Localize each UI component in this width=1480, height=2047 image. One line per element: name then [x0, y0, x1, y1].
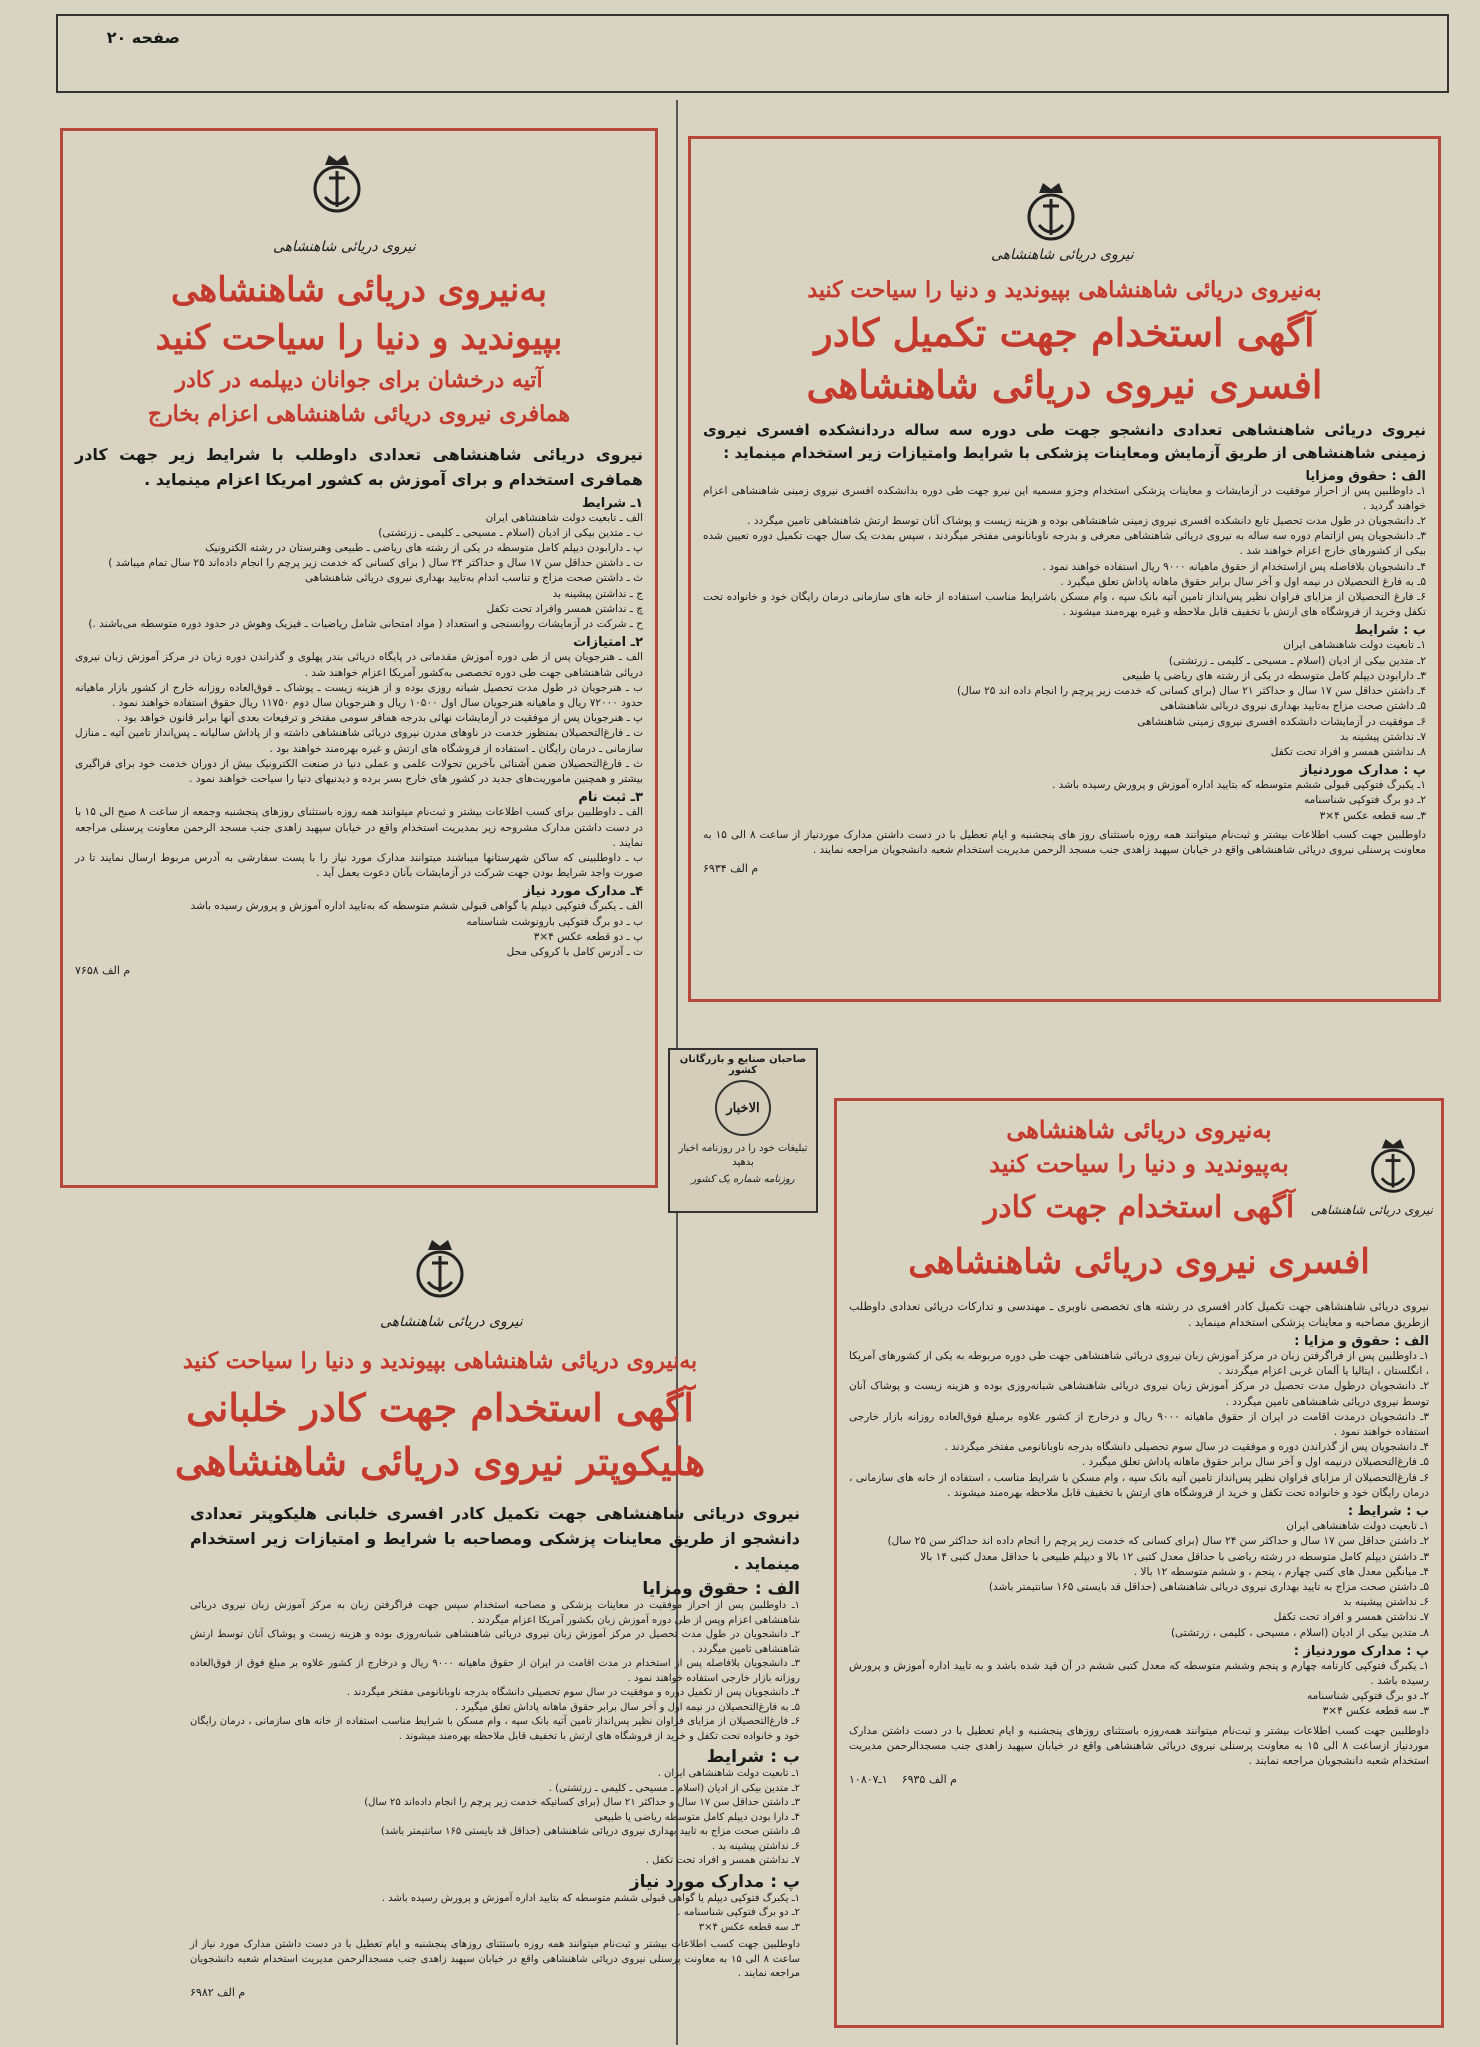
- lead-paragraph: نیروی دریائی شاهنشاهی جهت تکمیل کادر افسری در رشته های تخصصی ناوبری ـ مهندسی و تدارکات دریائی تعدادی داوطلب ازطریق مصاحبه و معاینات پزشکی استخدام مینماید .: [849, 1300, 1429, 1329]
- list-item: ۱ـ تابعیت دولت شاهنشاهی ایران .: [657, 1768, 800, 1780]
- list-item: ج ـ نداشتن پیشینه بد: [552, 587, 643, 600]
- list-item: ۱ـ یکبرگ فتوکپی کارنامه چهارم و پنجم وششم متوسطه که معدل کتبی ششم در آن قید شده باشد و به تایید اداره آموزش و پرورش رسیده باشد .: [849, 1659, 1429, 1688]
- list-item: ۲ـ متدین بیکی از ادیان (اسلام ـ مسیحی ـ کلیمی ـ زرتشتی) .: [548, 1782, 800, 1794]
- list-item: الف ـ تابعیت دولت شاهنشاهی ایران: [485, 511, 643, 524]
- list-item: ۳ـ سه قطعه عکس ۴×۳: [1319, 809, 1426, 822]
- headline-2: آگهی استخدام جهت کادر خلبانی: [186, 1385, 694, 1430]
- list-item: ث ـ فارغ‌التحصیلان ضمن آشنائی بآخرین تحولات علمی و عملی دنیا در صنعت الکترونیک بیش از دوران خدمت خود برای فراگیری بیشتر و همچنین ماموریت‌های جدید در کشور های خارج بسر برده و دیدنیهای دنیا را سیاحت خواهند نمود .: [75, 757, 643, 786]
- list-item: ۶ـ نداشتن پیشینه بد .: [711, 1840, 800, 1852]
- list-item: ۳ـ دانشجویان پس ازاتمام دوره سه ساله به نیروی دریائی شاهنشاهی معرفی و بدرجه ناوبانانومی مفتخر میگردند ، سپس بمدت یک سال جهت تکمیل دوره تعیین شده بیکی از کشورهای خارج اعزام خواهند شد .: [703, 530, 1426, 558]
- list-item: ۳ـ داشتن حداقل سن ۱۷ سال و حداکثر ۲۱ سال (برای کسانیکه خدمت زیر پرچم را انجام داده‌اند ۲۵ سال): [364, 1797, 800, 1809]
- list-item: ۳ـ سه قطعه عکس ۴×۳: [698, 1921, 800, 1933]
- navy-emblem-icon: [1365, 1135, 1421, 1201]
- ad-helicopter-pilot: [60, 1228, 820, 2028]
- list-item: ۷ـ نداشتن پیشینه بد: [1340, 730, 1426, 743]
- list-item: ۲ـ دانشجویان در طول مدت تحصیل در مرکز آموزش زبان نیروی دریائی شاهنشاهی شبانه‌روزی بوده و هزینه زیست و پوشاک آنان توسط ارتش شاهنشاهی تامین میگردد .: [190, 1629, 800, 1655]
- list-item: ۶ـ موفقیت در آزمایشات دانشکده افسری نیروی زمینی شاهنشاهی: [1137, 715, 1426, 728]
- list-item: ۲ـ دانشجویان درطول مدت تحصیل در مرکز آموزش زبان نیروی دریائی شاهنشاهی شبانه‌روزی بوده و هزینه زیست و پوشاک آنان توسط نیروی دریائی شاهنشاهی تامین میگردد .: [849, 1380, 1429, 1408]
- list-item: ت ـ فارغ‌التحصیلان بمنظور خدمت در ناوهای مدرن نیروی دریائی شاهنشاهی داشته و از پاداش سالیانه ـ پس‌انداز تامین آتیه ـ منازل سازمانی ـ درمان رایگان ـ استفاده از فروشگاه های ارتش و غیره بهره‌مند خواهند بود .: [75, 727, 643, 755]
- ad-code: م الف ۶۹۳۴: [703, 862, 759, 876]
- list-item: ۶ـ فارغ‌التحصیلان از مزایای فراوان نظیر پس‌انداز تامین آتیه بانک سپه ، وام مسکن با شرایط مناسب استفاده از خانه های سازمانی ، درمان رایگان خود و خانواده تحت تکفل و خرید از فروشگاه های ارتش با تخفیف قابل ملاحظه بهره‌مند میشوند .: [190, 1716, 800, 1742]
- headline-3: افسری نیروی دریائی شاهنشاهی: [806, 362, 1323, 407]
- list-item: ۲ـ دو برگ فتوکپی شناسنامه: [1303, 794, 1426, 807]
- list-item: ۷ـ نداشتن همسر و افراد تحت تکفل .: [645, 1855, 800, 1867]
- ad-code: م الف ۶۹۸۲: [190, 1985, 246, 1999]
- headline-3: آتیه درخشان برای جوانان دیپلمه در کادر: [175, 367, 543, 393]
- footer-paragraph: داوطلبین جهت کسب اطلاعات بیشتر و ثبت‌نام میتوانند همه‌روزه باستثنای روزهای پنجشنبه و ایام تعطیل با در دست داشتن مدارک موردنیاز ازساعت ۸ الی ۱۵ به معاونت پرسنلی نیروی دریائی شاهنشاهی واقع در خیابان سپهبد زاهدی جنب مسجدالرحمن مدیریت استخدام شعبه دانشجویان مراجعه نمایند .: [849, 1724, 1429, 1768]
- list-item: ۳ـ سه قطعه عکس ۴×۳: [1322, 1705, 1429, 1718]
- list-item: ۱ـ یکبرگ فتوکپی قبولی ششم متوسطه که بتایید اداره آموزش و پرورش رسیده باشد .: [1051, 779, 1426, 792]
- list-item: ۱ـ تابعیت دولت شاهنشاهی ایران: [1286, 1520, 1429, 1533]
- section-documents-title: پ : مدارک مورد نیاز: [629, 1871, 800, 1892]
- list-item: ۶ـ فارغ‌التحصیلان از مزایای فراوان نظیر پس‌انداز تامین آتیه بانک سپه ، وام مسکن با شرایط مناسب ، استفاده از خانه های سازمانی ، درمان رایگان خود و خانواده تحت تکفل و خرید از فروشگاه های ارتش با تخفیف قابل ملاحظه بهره‌مند میشوند .: [849, 1471, 1429, 1499]
- navy-label: نیروی دریائی شاهنشاهی: [380, 1314, 523, 1330]
- list-item: ۴ـ داشتن حداقل سن ۱۷ سال و حداکثر ۲۱ سال (برای کسانی که خدمت زیر پرچم را انجام داده اند ۲۵ سال): [957, 685, 1426, 698]
- list-item: ث ـ داشتن صحت مزاج و تناسب اندام به‌تایید بهداری نیروی دریائی شاهنشاهی: [305, 572, 643, 585]
- list-item: پ ـ دارابودن دیپلم کامل متوسطه در یکی از رشته های ریاضی ـ طبیعی وهنرستان در رشته الکترونیک: [205, 542, 643, 555]
- lead-paragraph: نیروی دریائی شاهنشاهی تعدادی داوطلب با شرایط زیر جهت کادر همافری استخدام و برای آموزش به کشور امریکا اعزام مینماید .: [75, 445, 643, 489]
- list-item: ب ـ دو برگ فتوکپی بارونوشت شناسنامه: [466, 915, 643, 928]
- page-number: صفحه ۲۰: [106, 28, 180, 47]
- navy-label: نیروی دریائی شاهنشاهی: [273, 239, 416, 255]
- navy-emblem-icon: [410, 1236, 470, 1306]
- list-item: ۵ـ داشتن صحت مزاج به‌تایید بهداری نیروی دریائی شاهنشاهی: [1159, 700, 1426, 713]
- list-item: ۴ـ دانشجویان پس از تکمیل دوره و موفقیت در سال سوم تحصیلی دانشگاه بدرجه ناوبانانومی مفتخر میگردند .: [346, 1687, 800, 1699]
- list-item: ۶ـ نداشتن پیشینه بد: [1343, 1596, 1429, 1609]
- list-item: ت ـ داشتن حداقل سن ۱۷ سال و حداکثر ۲۴ سال ( برای کسانی که خدمت زیر پرچم را انجام داده‌اند ۲۵ سال تمام میباشد ): [108, 557, 643, 570]
- page-header-frame: [56, 14, 1449, 93]
- lead-paragraph: نیروی دریائی شاهنشاهی جهت تکمیل کادر افسری خلبانی هلیکوپتر تعدادی دانشجو از طریق معاینات پزشکی ومصاحبه با شرایط و امتیازات زیر استخدام مینماید .: [190, 1504, 800, 1573]
- section-documents-title: ۴ـ مدارک مورد نیاز: [523, 884, 643, 900]
- section-privileges-title: ۲ـ امتیازات: [573, 635, 643, 651]
- headline-4: همافری نیروی دریائی شاهنشاهی اعزام بخارج: [147, 401, 571, 427]
- list-item: پ ـ هنرجویان پس از موفقیت در آزمایشات نهائی بدرجه همافر سومی مفتخر و ترفیعات بعدی آنها برابر قانون خواهد بود .: [116, 712, 643, 725]
- list-item: الف ـ یکبرگ فتوکپی دیپلم یا گواهی قبولی ششم متوسطه که به‌تایید اداره آموزش و پرورش رسیده باشد: [190, 900, 643, 913]
- list-item: ب ـ داوطلبینی که ساکن شهرستانها میباشند میتوانند مدارک مورد نیاز را با پست سفارشی به آدرس مربوط ارسال نمایند تا در صورت واجد شرایط بودن جهت شرکت در آزمایشات بآنان دعوت بعمل آید .: [75, 851, 643, 880]
- ad-code-2: ۱ـ۱۰۸۰۷: [849, 1773, 888, 1787]
- list-item: پ ـ دو قطعه عکس ۴×۳: [533, 930, 643, 943]
- list-item: ۱ـ داوطلبین پس از فراگرفتن زبان در مرکز آموزش زبان نیروی دریائی شاهنشاهی جهت طی دوره مربوطه به یکی از کشورهای آمریکا ، انگلستان ، ایتالیا یا آلمان غربی اعزام میگردند .: [849, 1349, 1429, 1378]
- list-item: ۱ـ تابعیت دولت شاهنشاهی ایران: [1283, 639, 1426, 652]
- ad-officer-cadet: [688, 136, 1441, 1002]
- navy-emblem-icon: [307, 151, 367, 221]
- section-documents-title: پ : مدارک موردنیاز: [1300, 763, 1426, 779]
- stamp-bottom-text: روزنامه شماره یک کشور: [691, 1174, 795, 1185]
- lead-paragraph: نیروی دریائی شاهنشاهی تعدادی دانشجو جهت طی دوره سه ساله دردانشکده افسری نیروی زمینی شاهنشاهی از طریق آزمایش ومعاینات پزشکی با شرایط وامتیازات زیر استخدام مینماید :: [703, 421, 1426, 463]
- list-item: ۳ـ دارابودن دیپلم کامل متوسطه در یکی از رشته های ریاضی یا طبیعی: [1122, 669, 1426, 682]
- navy-emblem-icon: [1021, 179, 1081, 249]
- ad-code: [849, 1773, 1429, 1786]
- list-item: ۳ـ دانشجویان درمدت اقامت در ایران از حقوق ماهیانه ۹۰۰۰ ریال و درخارج از کشور علاوه برمبلغ فوق‌العاده روزانه بازار خارجی استفاده خواهند نمود .: [849, 1410, 1429, 1438]
- navy-label: نیروی دریائی شاهنشاهی: [991, 247, 1134, 263]
- ad-homafar: [60, 128, 658, 1188]
- section-benefits-title: الف : حقوق ومزایا: [642, 1579, 800, 1600]
- headline-2: بپیوندید و دنیا را سیاحت کنید: [155, 318, 563, 358]
- list-item: ۲ـ دانشجویان در طول مدت تحصیل تابع دانشکده افسری نیروی زمینی شاهنشاهی بوده و هزینه زیست و پوشاک آنان توسط ارتش شاهنشاهی تامین میگردد .: [747, 514, 1426, 527]
- headline-1: به‌نیروی دریائی شاهنشاهی بپیوندید و دنیا را سیاحت کنید: [807, 277, 1322, 303]
- list-item: ۱ـ داوطلبین پس از احراز موفقیت در معاینات پزشکی و مصاحبه استخدام سپس جهت فراگرفتن زبان به مرکز آموزش زبان نیروی دریائی شاهنشاهی اعزام وپس از طی دوره آموزش زبان بکشور آمریکا اعزام میگردند .: [190, 1600, 800, 1626]
- footer-paragraph: داوطلبین جهت کسب اطلاعات بیشتر و ثبت‌نام میتوانند همه روزه باستثنای روز های پنجشنبه و ایام تعطیل با در دست داشتن مدارک موردنیاز از ساعت ۸ الی ۱۵ به معاونت پرسنلی نیروی دریائی شاهنشاهی واقع در خیابان سپهبد زاهدی جنب مسجد الرحمن مدیریت استخدام شعبه دانشجویان مراجعه نمایند .: [703, 828, 1427, 857]
- section-conditions-title: ب : شرایط: [1354, 623, 1426, 639]
- headline-2: آگهی استخدام جهت تکمیل کادر: [814, 310, 1315, 355]
- list-item: ب ـ هنرجویان در طول مدت تحصیل شبانه روزی بوده و از هزینه زیست ـ پوشاک ـ فوق‌العاده روزانه خارج از کشور بازار ماهیانه حدود ۷۲۰۰۰ ریال و ماهیانه هنرجویان سال اول ۱۰۵۰۰ ریال و هنرجویان سال دوم ۱۱۷۵۰ ریال حقوق استفاده خواهند نمود .: [75, 681, 643, 709]
- ad-officer-navy: [834, 1098, 1444, 2028]
- list-item: ۴ـ میانگین معدل های کتبی چهارم ، پنجم ، و ششم متوسطه ۱۲ بالا .: [1133, 1565, 1429, 1578]
- list-item: ۵ـ به فارغ‌التحصیلان در نیمه اول و آخر سال برابر حقوق ماهانه پاداش تعلق میگیرد .: [454, 1701, 800, 1713]
- list-item: ۲ـ دو برگ فتوکپی شناسنامه: [1306, 1690, 1429, 1703]
- list-item: ۴ـ دارا بودن دیپلم کامل متوسطه ریاضی یا طبیعی: [594, 1811, 800, 1823]
- list-item: ۴ـ دانشجویان بلافاصله پس ازاستخدام از حقوق ماهیانه ۹۰۰۰ ریال استفاده خواهند نمود .: [1042, 560, 1426, 573]
- headline-3: هلیکوپتر نیروی دریائی شاهنشاهی: [174, 1439, 706, 1484]
- list-item: ۳ـ داشتن دیپلم کامل متوسطه در رشته ریاضی با حداقل معدل کتبی ۱۲ بالا و دیپلم طبیعی با حداقل معدل کتبی ۱۴ بالا: [920, 1550, 1429, 1563]
- stamp-logo: [715, 1080, 771, 1136]
- section-conditions-title: ۱ـ شرایط: [581, 495, 643, 511]
- list-item: ۱ـ داوطلبین پس از احراز موفقیت در آزمایشات و معاینات پزشکی استخدام وجزو مسمیه این نیرو جهت طی دوره بدانشکده افسری نیروی زمینی شاهنشاهی اعزام خواهند گردید .: [703, 484, 1426, 512]
- list-item: ب ـ متدین بیکی از ادیان (اسلام ـ مسیحی ـ کلیمی ـ زرتشتی): [378, 526, 643, 539]
- list-item: ۲ـ داشتن حداقل سن ۱۷ سال و حداکثر سن ۲۴ سال (برای کسانی که خدمت زیر پرچم را انجام داده اند حداکثر سن ۲۵ سال): [887, 1535, 1429, 1548]
- headline-1: به‌نیروی دریائی شاهنشاهی بپیوندید و دنیا را سیاحت کنید: [182, 1348, 698, 1374]
- navy-label: نیروی دریائی شاهنشاهی: [1310, 1203, 1433, 1217]
- headline-3: آگهی استخدام جهت کادر: [983, 1190, 1295, 1225]
- stamp-logo-text: الاخبار: [726, 1100, 760, 1116]
- list-item: ۲ـ دو برگ فتوکپی شناسنامه .: [677, 1907, 800, 1919]
- headline-4: افسری نیروی دریائی شاهنشاهی: [908, 1242, 1370, 1282]
- list-item: ۵ـ داشتن صحت مزاج به تایید بهداری نیروی دریائی شاهنشاهی (حداقل قد بایستی ۱۶۵ سانتیمتر باشد): [380, 1826, 800, 1838]
- list-item: ۲ـ متدین بیکی از ادیان (اسلام ـ مسیحی ـ کلیمی ـ زرتشتی): [1168, 654, 1426, 667]
- stamp-body-text: تبلیغات خود را در روزنامه اخبار بدهید: [678, 1143, 808, 1168]
- section-benefits-title: الف : حقوق ومزایا: [1305, 468, 1426, 484]
- list-item: ۵ـ به فارغ التحصیلان در نیمه اول و آخر سال برابر حقوق ماهانه پاداش تعلق میگیرد .: [1060, 575, 1426, 588]
- list-item: ح ـ شرکت در آزمایشات روانسنجی و استعداد ( مواد امتحانی شامل ریاضیات ـ فیزیک وهوش در حدود دوره متوسطه می‌باشند .): [88, 618, 643, 631]
- section-benefits-title: الف : حقوق و مزایا :: [1294, 1333, 1429, 1349]
- list-item: ۳ـ دانشجویان بلافاصله پس از استخدام در مدت اقامت در ایران از حقوق ماهیانه ۹۰۰۰ ریال و درخارج از کشور علاوه بر مبلغ فوق از فوق‌العاده روزانه بازار خارجی استفاده خواهند نمود .: [190, 1658, 800, 1684]
- list-item: ت ـ آدرس کامل با کروکی محل: [506, 946, 643, 959]
- list-item: الف ـ داوطلبین برای کسب اطلاعات بیشتر و ثبت‌نام میتوانند همه روزه باستثنای روزهای پنجشنبه وجمعه از ساعت ۸ صبح الی ۱۵ با در دست داشتن مدارک مشروحه زیر بمدیریت استخدام واقع در خیابان سپهبد زاهدی جنب مسجد الرحمن معاونت پرسنلی مراجعه نمایند .: [75, 806, 643, 849]
- footer-paragraph: داوطلبین جهت کسب اطلاعات بیشتر و ثبت‌نام میتوانند همه روزه باستثنای روزهای پنجشنبه و ایام تعطیل با در دست داشتن مدارک مورد نیاز از ساعت ۸ الی ۱۵ به معاونت پرسنلی نیروی دریائی شاهنشاهی واقع در خیابان سپهبد زاهدی جنب مسجدالرحمن مدیریت استخدام شعبه دانشجویان مراجعه نمایند .: [190, 1939, 800, 1980]
- list-item: ۵ـ فارغ‌التحصیلان درنیمه اول و آخر سال برابر حقوق ماهانه پاداش تعلق میگیرد .: [1081, 1456, 1429, 1469]
- headline-1: به‌نیروی دریائی شاهنشاهی: [1006, 1115, 1272, 1144]
- list-item: ۵ـ داشتن صحت مزاج به تایید بهداری نیروی دریائی شاهنشاهی (حداقل قد بایستی ۱۶۵ سانتیمتر باشد): [988, 1580, 1429, 1593]
- section-conditions-title: ب : شرایط :: [1347, 1504, 1429, 1520]
- stamp-top-text: صاحبان صنایع و بازرگانان کشور: [679, 1054, 807, 1076]
- list-item: چ ـ نداشتن همسر وافراد تحت تکفل: [486, 602, 643, 615]
- list-item: ۱ـ یکبرگ فتوکپی دیپلم یا گواهی قبولی ششم متوسطه که بتایید اداره آموزش و پرورش رسیده باشد .: [381, 1892, 800, 1904]
- section-conditions-title: ب : شرایط: [706, 1747, 800, 1768]
- ad-code-1: م الف ۶۹۳۵: [901, 1773, 957, 1787]
- list-item: ۸ـ نداشتن همسر و افراد تحت تکفل: [1270, 746, 1426, 758]
- list-item: ۸ـ متدین بیکی از ادیان (اسلام ، مسیحی ، کلیمی ، زرتشتی): [1170, 1626, 1429, 1639]
- list-item: ۶ـ فارغ التحصیلان از مزایای فراوان نظیر پس‌انداز تامین آتیه بانک سپه ، وام مسکن باشرایط مناسب استفاده از خانه های سازمانی درمان رایگان خود و خانواده تحت تکفل وخرید از فروشگاه های ارتش با تخفیف قابل ملاحظه و غیره بهره‌مند میشوند .: [703, 591, 1426, 619]
- headline-1: به‌نیروی دریائی شاهنشاهی: [170, 270, 548, 310]
- akhbar-stamp: [668, 1048, 818, 1213]
- list-item: الف ـ هنرجویان پس از طی دوره آموزش مقدماتی در پایگاه دریائی بندر پهلوی و گذراندن دوره زبان در مرکز آموزش زبان نیروی دریائی شاهنشاهی جهت طی دوره تخصصی به‌کشور آمریکا اعزام خواهند شد .: [75, 651, 643, 679]
- headline-2: به‌پیوندید و دنیا را سیاحت کنید: [989, 1149, 1289, 1178]
- ad-code: م الف ۷۶۵۸: [75, 964, 131, 978]
- list-item: ۴ـ دانشجویان پس از گذراندن دوره و موفقیت در سال سوم تحصیلی دانشگاه بدرجه ناوبانانومی مفتخر میگردند .: [944, 1441, 1429, 1454]
- list-item: ۷ـ نداشتن همسر و افراد تحت تکفل: [1273, 1611, 1429, 1624]
- section-documents-title: پ : مدارک موردنیاز :: [1293, 1643, 1429, 1659]
- section-registration-title: ۳ـ ثبت نام: [578, 790, 643, 806]
